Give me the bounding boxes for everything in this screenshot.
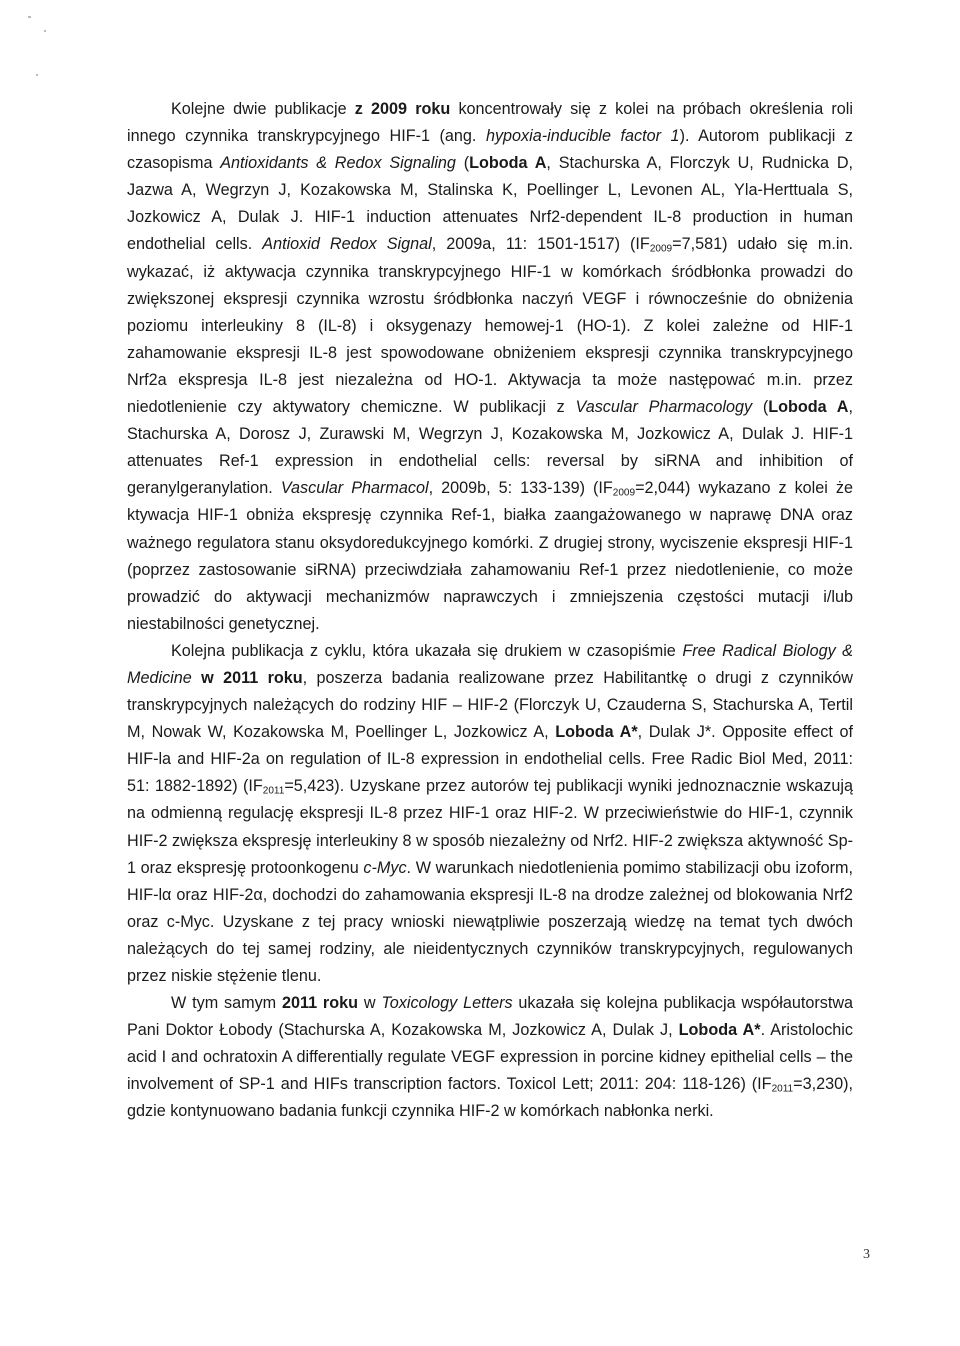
bold-text: 2011 roku <box>281 994 359 1013</box>
page-number: 3 <box>863 1247 870 1262</box>
text-run: =3,230), gdzie kontynuowano badania funkcji czynnika HIF-2 w komórkach nabłonka nerki. <box>127 1075 853 1121</box>
text-run: ( <box>752 398 769 417</box>
bold-text: w 2011 roku <box>201 668 303 687</box>
text-run: . Aristolochic acid I and ochratoxin A differentially regulate VEGF expression in porcine kidney epithelial cells – the involvement of SP-1 and HIFs transcription factors. Toxicol Lett; 2011: 204: 118-126) (IF <box>127 1021 853 1094</box>
paragraph <box>127 990 853 1125</box>
italic-text: Vascular Pharmacology <box>575 398 753 417</box>
scan-speck <box>44 30 46 32</box>
text-run: , Stachurska A, Florczyk U, Rudnicka D, Jazwa A, Wegrzyn J, Kozakowska M, Stalinska K, Poellinger L, Levonen AL, Yla-Herttuala S, Jozkowicz A, Dulak J. HIF-1 induction attenuates Nrf2-dependent IL-8 production in human endothelial cells. <box>127 154 854 254</box>
text-run: ). Autorom publikacji z czasopisma <box>127 127 853 173</box>
paragraph <box>127 638 853 990</box>
text-run: =7,581) udało się m.in. wykazać, iż aktywacja czynnika transkrypcyjnego HIF-1 w komórkach śródbłonka prowadzi do zwiększonej ekspresji czynnika wzrostu śródbłonka naczyń VEGF i równocześnie do obniżenia poziomu interleukiny 8 (IL-8) i oksygenazy hemowej-1 (HO-1). Z kolei zależne od HIF-1 zahamowanie ekspresji IL-8 jest spowodowane obniżeniem ekspresji czynnika transkrypcyjnego Nrf2a ekspresja IL-8 jest niezależna od HO-1. Aktywacja ta może następować m.in. przez niedotlenienie czy aktywatory chemiczne. W publikacji z <box>127 235 853 417</box>
italic-text: Antioxid Redox Signal <box>262 235 432 254</box>
bold-text: Loboda A <box>469 154 547 173</box>
text-run: W tym samym <box>171 994 282 1013</box>
text-run: , Dulak J*. Opposite effect of HIF-la and HIF-2a on regulation of IL-8 expression in endothelial cells. Free Radic Biol Med, 2011: 51: 1882-1892) (IF <box>127 723 853 796</box>
italic-text: Toxicology Letters <box>381 994 513 1013</box>
scan-speck <box>36 74 38 76</box>
italic-text: Vascular Pharmacol <box>280 479 429 498</box>
subscript-year: 2011 <box>262 785 285 797</box>
text-run: =2,044) wykazano z kolei że ktywacja HIF-1 obniża ekspresję czynnika Ref-1, białka zaangażowanego w naprawę DNA oraz ważnego regulatora stanu oksydoredukcyjnego komórki. Z drugiej strony, wyciszenie ekspresji HIF-1 (poprzez zastosowanie siRNA) przeciwdziała zahamowaniu Ref-1 przez niedotlenienie, co może prowadzić do aktywacji mechanizmów naprawczych i zmniejszenia częstości mutacji i/lub niestabilności genetycznej. <box>127 479 853 633</box>
text-run: koncentrowały się z kolei na próbach określenia roli innego czynnika transkrypcyjnego HIF-1 (ang. <box>127 100 853 146</box>
text-run: . W warunkach niedotlenienia pomimo stabilizacji obu izoform, HIF-lα oraz HIF-2α, dochodzi do zahamowania ekspresji IL-8 na drodze zależnej od blokowania Nrf2 oraz c-Myc. Uzyskane z tej pracy wnioski niewątpliwie poszerzają wiedzę na temat tych dwóch należących do tej samej rodziny, ale nieidentycznych czynników transkrypcyjnych, regulowanych przez niskie stężenie tlenu. <box>127 858 853 985</box>
italic-text: c-Myc <box>363 858 407 877</box>
text-run: , 2009b, 5: 133-139) (IF <box>428 479 613 498</box>
document-body <box>127 96 853 1126</box>
subscript-year: 2011 <box>771 1083 794 1095</box>
subscript-year: 2009 <box>649 243 673 255</box>
bold-text: Loboda A* <box>678 1021 761 1040</box>
text-run: =5,423). Uzyskane przez autorów tej publikacji wyniki jednoznacznie wskazują na odmienną regulację ekspresji IL-8 przez HIF-1 oraz HIF-2. W przeciwieństwie do HIF-1, czynnik HIF-2 zwiększa ekspresję interleukiny 8 w sposób niezależny od Nrf2. HIF-2 zwiększa aktywność Sp-1 oraz ekspresję protoonkogenu <box>127 777 853 877</box>
text-run: , poszerza badania realizowane przez Habilitantkę o drugi z czynników transkrypcyjnych należących do rodziny HIF – HIF-2 (Florczyk U, Czauderna S, Stachurska A, Tertil M, Nowak W, Kozakowska M, Poellinger L, Jozkowicz A, <box>127 668 853 742</box>
italic-text: Free Radical Biology & Medicine <box>127 641 853 687</box>
scan-speck <box>28 16 31 18</box>
text-run <box>192 669 201 687</box>
text-run: w <box>358 994 382 1013</box>
text-run: ukazała się kolejna publikacja współautorstwa Pani Doktor Łobody (Stachurska A, Kozakowska M, Jozkowicz A, Dulak J, <box>127 994 854 1040</box>
text-run: Kolejne dwie publikacje <box>171 100 355 118</box>
subscript-year: 2009 <box>612 487 636 499</box>
text-run: , 2009a, 11: 1501-1517) (IF <box>431 235 650 254</box>
bold-text: Loboda A <box>768 398 849 417</box>
text-run: ( <box>455 154 470 173</box>
paragraph <box>127 96 853 638</box>
text-run: Kolejna publikacja z cyklu, która ukazała się drukiem w czasopiśmie <box>171 641 683 660</box>
italic-text: hypoxia-inducible factor 1 <box>485 127 680 146</box>
italic-text: Antioxidants & Redox Signaling <box>220 154 456 173</box>
bold-text: z 2009 roku <box>354 100 451 118</box>
bold-text: Loboda A* <box>555 723 638 742</box>
text-run: , Stachurska A, Dorosz J, Zurawski M, Wegrzyn J, Kozakowska M, Jozkowicz A, Dulak J. HIF-1 attenuates Ref-1 expression in endothelial cells: reversal by siRNA and inhibition of geranylgeranylation. <box>127 398 853 498</box>
